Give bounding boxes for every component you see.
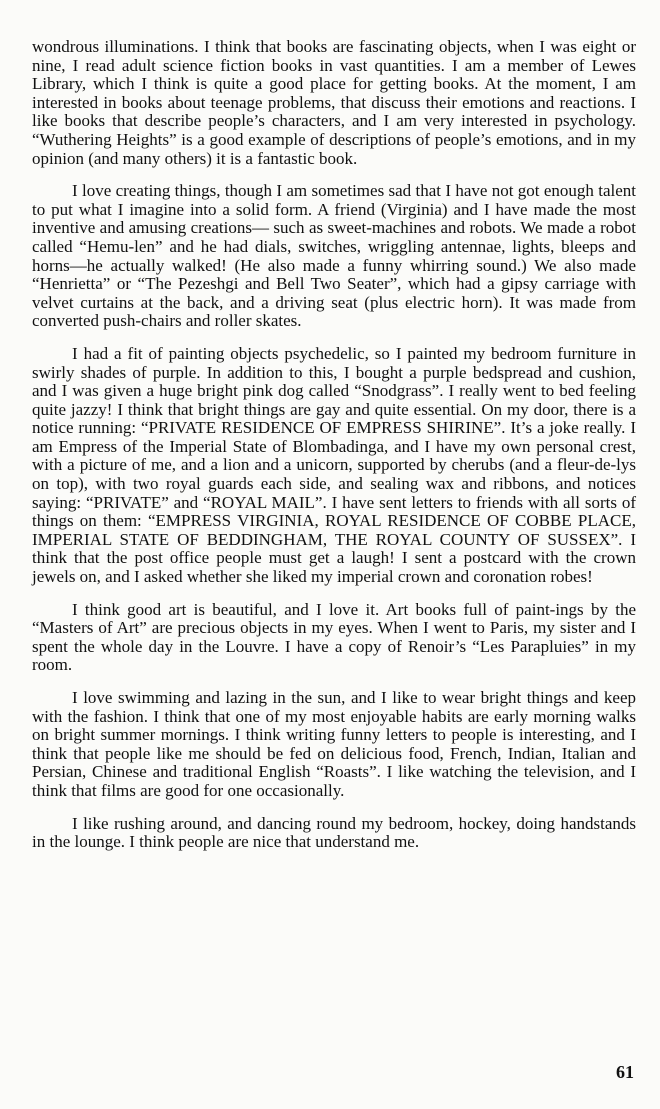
- paragraph: I had a fit of painting objects psychedelic, so I painted my bedroom furniture in swirly shades of purple. In addition to this, I bought a purple bedspread and cushion, and I was given a huge bright pink dog called “Snodgrass”. I really went to bed feeling quite jazzy! I think that bright things are gay and quite essential. On my door, there is a notice running: “PRIVATE RESIDENCE OF EMPRESS SHIRINE”. It’s a joke really. I am Empress of the Imperial State of Blombadinga, and I have my own personal crest, with a picture of me, and a lion and a unicorn, supported by cherubs (and a fleur-de-lys on top), with two royal guards each side, and sealing wax and ribbons, and notices saying: “PRIVATE” and “ROYAL MAIL”. I have sent letters to friends with all sorts of things on them: “EMPRESS VIRGINIA, ROYAL RESIDENCE OF COBBE PLACE, IMPERIAL STATE OF BEDDINGHAM, THE ROYAL COUNTY OF SUSSEX”. I think that the post office people must get a laugh! I sent a postcard with the crown jewels on, and I asked whether she liked my imperial crown and coronation robes!: [32, 343, 636, 587]
- paragraph: wondrous illuminations. I think that books are fascinating objects, when I was eight or nine, I read adult science fiction books in vast quantities. I am a member of Lewes Library, which I think is quite a good place for getting books. At the moment, I am interested in books about teenage problems, that discuss their emotions and reactions. I like books that describe people’s characters, and I am very interested in psychology. “Wuthering Heights” is a good example of descriptions of people’s emotions, and in my opinion (and many others) it is a fantastic book.: [32, 37, 636, 168]
- page-body: [32, 38, 636, 866]
- page-number: 61: [616, 1062, 634, 1082]
- paragraph: I love creating things, though I am sometimes sad that I have not got enough talent to put what I imagine into a solid form. A friend (Virginia) and I have made the most inventive and amusing creations— such as sweet-machines and robots. We made a robot called “Hemu-len” and he had dials, switches, wriggling antennae, lights, bleeps and horns—he actually walked! (He also made a funny whirring sound.) We also made “Henrietta” or “The Pezeshgi and Bell Two Seater”, which had a gipsy carriage with velvet curtains at the back, and a driving seat (plus electric horn). It was made from converted push-chairs and roller skates.: [32, 181, 636, 331]
- paragraph: I think good art is beautiful, and I love it. Art books full of paint-ings by the “Masters of Art” are precious objects in my eyes. When I went to Paris, my sister and I spent the whole day in the Louvre. I have a copy of Renoir’s “Les Parapluies” in my room.: [32, 599, 636, 675]
- paragraph: I like rushing around, and dancing round my bedroom, hockey, doing handstands in the lounge. I think people are nice that understand me.: [32, 813, 636, 852]
- paragraph: I love swimming and lazing in the sun, and I like to wear bright things and keep with the fashion. I think that one of my most enjoyable habits are early morning walks on bright summer mornings. I think writing funny letters to people is interesting, and I think that people like me should be fed on delicious food, French, Indian, Italian and Persian, Chinese and traditional English “Roasts”. I like watching the television, and I think that films are good for one occasionally.: [32, 688, 636, 800]
